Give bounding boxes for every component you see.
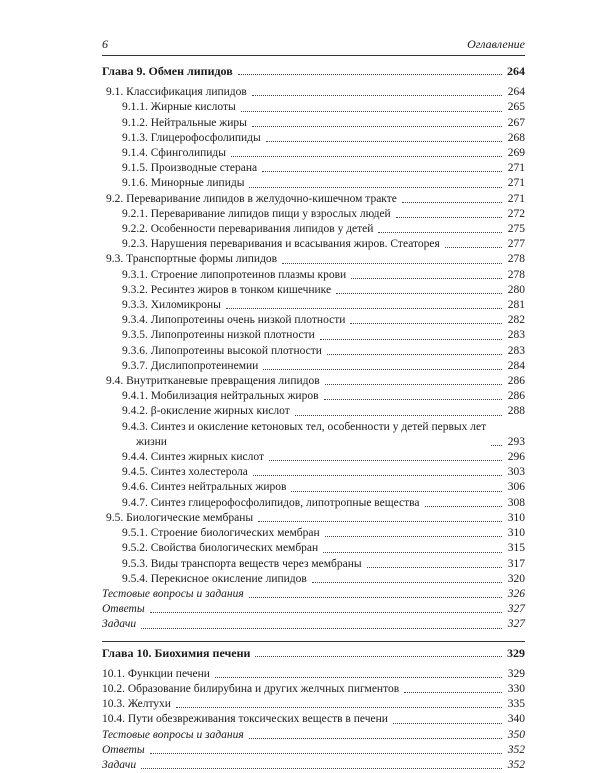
toc-title: 9.3.5. Липопротеины низкой плотности (122, 329, 315, 342)
toc-page: 267 (507, 116, 525, 129)
toc-page: 352 (507, 743, 525, 756)
toc-page: 288 (507, 405, 525, 418)
leader-dots (312, 582, 502, 583)
running-head (102, 36, 525, 52)
toc-title: 9.2.3. Нарушения переваривания и всасывания жиров. Стеаторея (122, 238, 440, 251)
toc-title: 9.1.2. Нейтральные жиры (122, 116, 247, 129)
toc-title: 10.3. Желтухи (102, 698, 171, 711)
toc-entry-9-2-1[interactable] (102, 207, 525, 222)
toc-title: 9.4. Внутритканевые превращения липидов (106, 375, 320, 388)
toc-title: Ответы (102, 743, 145, 756)
leader-dots (141, 768, 502, 769)
toc-entry-9-1-5[interactable] (102, 161, 525, 176)
toc-page: 293 (507, 435, 525, 448)
toc-title: Тестовые вопросы и задания (102, 587, 244, 600)
toc-title: 9.4.7. Синтез глицерофосфолипидов, липотропные вещества (122, 496, 420, 509)
toc-title: 9.3.3. Хиломикроны (122, 299, 221, 312)
toc-entry-9-4-3[interactable] (102, 420, 525, 450)
leader-dots (238, 74, 502, 75)
page-number: 6 (102, 37, 108, 51)
toc-title: 9.4.6. Синтез нейтральных жиров (122, 481, 287, 494)
toc-page: 320 (507, 572, 525, 585)
toc-page: 296 (507, 451, 525, 464)
toc-entry-9-4-7[interactable] (102, 496, 525, 511)
toc-entry-9-4-2[interactable] (102, 404, 525, 419)
toc-entry-9-tasks[interactable] (102, 617, 525, 632)
toc-page: 272 (507, 207, 525, 220)
toc-entry-9-2[interactable] (102, 192, 525, 207)
toc-entry-9-2-2[interactable] (102, 222, 525, 237)
toc-entry-10-2[interactable] (102, 682, 525, 697)
toc-entry-10-tasks[interactable] (102, 758, 525, 773)
toc-page: 340 (507, 713, 525, 726)
leader-dots (425, 506, 502, 507)
leader-dots (350, 323, 502, 324)
leader-dots (404, 692, 502, 693)
toc-title: Ответы (102, 603, 145, 616)
leader-dots (378, 232, 502, 233)
toc-entry-9-1-1[interactable] (102, 100, 525, 115)
toc-entry-9-1-6[interactable] (102, 176, 525, 191)
toc-page: 283 (507, 329, 525, 342)
toc-title: 9.4.1. Мобилизация нейтральных жиров (122, 390, 319, 403)
leader-dots (445, 247, 502, 248)
leader-dots (325, 384, 502, 385)
toc-page: 278 (507, 268, 525, 281)
toc-entry-10-test-questions[interactable] (102, 728, 525, 743)
toc-page: 310 (507, 527, 525, 540)
toc-title: 10.1. Функции печени (102, 667, 210, 680)
toc-page: 271 (507, 162, 525, 175)
toc-page: 310 (507, 511, 525, 524)
chapter-10-section (102, 641, 525, 773)
toc-title: Глава 10. Биохимия печени (102, 645, 251, 660)
leader-dots (262, 171, 502, 172)
toc-title: 9.3.4. Липопротеины очень низкой плотности (122, 314, 346, 327)
toc-title: 9.3.1. Строение липопротеинов плазмы крови (122, 268, 347, 281)
table-of-contents (102, 64, 525, 773)
leader-dots (266, 141, 502, 142)
toc-entry-9-1[interactable] (102, 85, 525, 100)
toc-title: 9.5.1. Строение биологических мембран (122, 527, 320, 540)
toc-title: 9.2.2. Особенности переваривания липидов у детей (122, 223, 374, 236)
toc-page: 271 (507, 192, 525, 205)
leader-dots (393, 723, 502, 724)
toc-entry-9-3-7[interactable] (102, 359, 525, 374)
toc-title: 9.4.2. β-окисление жирных кислот (122, 405, 290, 418)
leader-dots (323, 552, 502, 553)
toc-page: 286 (507, 375, 525, 388)
chapter-9-section (102, 64, 525, 633)
leader-dots (263, 369, 502, 370)
toc-page: 268 (507, 131, 525, 144)
toc-entry-9-4[interactable] (102, 374, 525, 389)
toc-title: 10.2. Образование билирубина и других желчных пигментов (102, 682, 400, 695)
toc-page: 278 (507, 253, 525, 266)
toc-title: Глава 9. Обмен липидов (102, 64, 233, 78)
toc-title: 9.3.6. Липопротеины высокой плотности (122, 344, 322, 357)
toc-title: 9.3.2. Ресинтез жиров в тонком кишечнике (122, 283, 332, 296)
leader-dots (336, 293, 502, 294)
toc-entry-10-4[interactable] (102, 712, 525, 727)
leader-dots (255, 656, 502, 657)
toc-title: 9.4.5. Синтез холестерола (122, 466, 248, 479)
toc-page: 329 (507, 667, 525, 680)
header-rule (102, 55, 525, 56)
toc-entry-9-test-questions[interactable] (102, 587, 525, 602)
toc-title: 9.3. Транспортные формы липидов (106, 253, 278, 266)
toc-page: 277 (507, 238, 525, 251)
toc-entry-9-1-3[interactable] (102, 131, 525, 146)
leader-dots (249, 738, 502, 739)
toc-title: Задачи (102, 618, 137, 631)
toc-entry-9-4-5[interactable] (102, 465, 525, 480)
leader-dots (226, 308, 502, 309)
leader-dots (249, 597, 502, 598)
toc-title: 10.4. Пути обезвреживания токсических веществ в печени (102, 713, 388, 726)
toc-page: 280 (507, 283, 525, 296)
toc-entry-9-5-3[interactable] (102, 557, 525, 572)
toc-entry-9-3-3[interactable] (102, 298, 525, 313)
leader-dots (253, 475, 502, 476)
toc-title: 9.2. Переваривание липидов в желудочно-кишечном тракте (106, 192, 397, 205)
chapter-divider (102, 641, 525, 642)
toc-entry-10-3[interactable] (102, 697, 525, 712)
toc-page: 327 (507, 618, 525, 631)
toc-page: 315 (507, 542, 525, 555)
leader-dots (396, 217, 502, 218)
toc-entry-9-1-4[interactable] (102, 146, 525, 161)
toc-entry-10-1[interactable] (102, 667, 525, 682)
toc-page: 327 (507, 603, 525, 616)
leader-dots (291, 491, 502, 492)
leader-dots (150, 612, 502, 613)
leader-dots (249, 187, 502, 188)
toc-title-line-2: жизни (136, 435, 167, 448)
toc-page: 271 (507, 177, 525, 190)
toc-title: Задачи (102, 758, 137, 771)
leader-dots (231, 156, 502, 157)
toc-entry-9-4-4[interactable] (102, 450, 525, 465)
toc-entry-9-5-1[interactable] (102, 526, 525, 541)
toc-page: 264 (507, 86, 525, 99)
leader-dots (241, 111, 502, 112)
toc-page: 264 (507, 64, 525, 78)
leader-dots (150, 753, 502, 754)
leader-dots (269, 460, 502, 461)
toc-entry-9-answers[interactable] (102, 602, 525, 617)
toc-entry-9-4-1[interactable] (102, 389, 525, 404)
leader-dots (141, 628, 502, 629)
toc-entry-9-2-3[interactable] (102, 237, 525, 252)
toc-page: 350 (507, 728, 525, 741)
toc-page: 329 (507, 645, 525, 660)
toc-title: 9.1.1. Жирные кислоты (122, 101, 236, 114)
leader-dots (252, 126, 502, 127)
toc-title: 9.5.4. Перекисное окисление липидов (122, 572, 307, 585)
leader-dots (258, 521, 502, 522)
leader-dots (282, 263, 502, 264)
toc-page: 281 (507, 299, 525, 312)
leader-dots (491, 445, 502, 446)
toc-title: 9.3.7. Дислипопротеинемии (122, 359, 259, 372)
toc-page: 265 (507, 101, 525, 114)
leader-dots (402, 202, 502, 203)
toc-entry-9-3-6[interactable] (102, 344, 525, 359)
toc-page: 335 (507, 698, 525, 711)
chapter-9-heading[interactable] (102, 64, 525, 79)
toc-page: 308 (507, 496, 525, 509)
toc-page: 326 (507, 587, 525, 600)
toc-page: 284 (507, 359, 525, 372)
running-title: Оглавление (467, 37, 525, 51)
toc-title: 9.2.1. Переваривание липидов пищи у взрослых людей (122, 207, 391, 220)
toc-title: 9.5.2. Свойства биологических мембран (122, 542, 319, 555)
toc-page: 283 (507, 344, 525, 357)
toc-entry-9-5-4[interactable] (102, 572, 525, 587)
toc-page: 282 (507, 314, 525, 327)
toc-title: Тестовые вопросы и задания (102, 728, 244, 741)
leader-dots (252, 95, 502, 96)
leader-dots (176, 707, 502, 708)
leader-dots (367, 567, 502, 568)
toc-title: 9.1.6. Минорные липиды (122, 177, 245, 190)
toc-page: 317 (507, 557, 525, 570)
toc-entry-9-4-6[interactable] (102, 480, 525, 495)
leader-dots (351, 278, 502, 279)
toc-page: 352 (507, 758, 525, 771)
toc-entry-9-3-2[interactable] (102, 283, 525, 298)
toc-entry-9-5-2[interactable] (102, 541, 525, 556)
leader-dots (324, 399, 502, 400)
toc-title (102, 420, 486, 450)
toc-title-line-1: 9.4.3. Синтез и окисление кетоновых тел, особенности у детей первых лет (122, 420, 487, 433)
toc-title: 9.1.3. Глицерофосфолипиды (122, 131, 261, 144)
toc-entry-10-answers[interactable] (102, 743, 525, 758)
toc-title: 9.4.4. Синтез жирных кислот (122, 451, 264, 464)
toc-page: 306 (507, 481, 525, 494)
toc-entry-9-5[interactable] (102, 511, 525, 526)
toc-title: 9.1. Классификация липидов (106, 86, 247, 99)
toc-title: 9.5.3. Виды транспорта веществ через мембраны (122, 557, 362, 570)
leader-dots (320, 339, 502, 340)
toc-entry-9-3[interactable] (102, 252, 525, 267)
toc-title: 9.5. Биологические мембраны (106, 511, 254, 524)
toc-page: 330 (507, 682, 525, 695)
toc-title: 9.1.4. Сфинголипиды (122, 147, 226, 160)
toc-page: 275 (507, 223, 525, 236)
leader-dots (215, 677, 502, 678)
toc-entry-9-3-5[interactable] (102, 328, 525, 343)
toc-entry-9-3-4[interactable] (102, 313, 525, 328)
leader-dots (325, 536, 502, 537)
leader-dots (295, 415, 502, 416)
toc-entry-9-1-2[interactable] (102, 116, 525, 131)
toc-page: 269 (507, 147, 525, 160)
toc-title: 9.1.5. Производные стерана (122, 162, 258, 175)
chapter-10-heading[interactable] (102, 646, 525, 661)
toc-page: 303 (507, 466, 525, 479)
leader-dots (327, 354, 502, 355)
toc-page: 286 (507, 390, 525, 403)
toc-entry-9-3-1[interactable] (102, 268, 525, 283)
